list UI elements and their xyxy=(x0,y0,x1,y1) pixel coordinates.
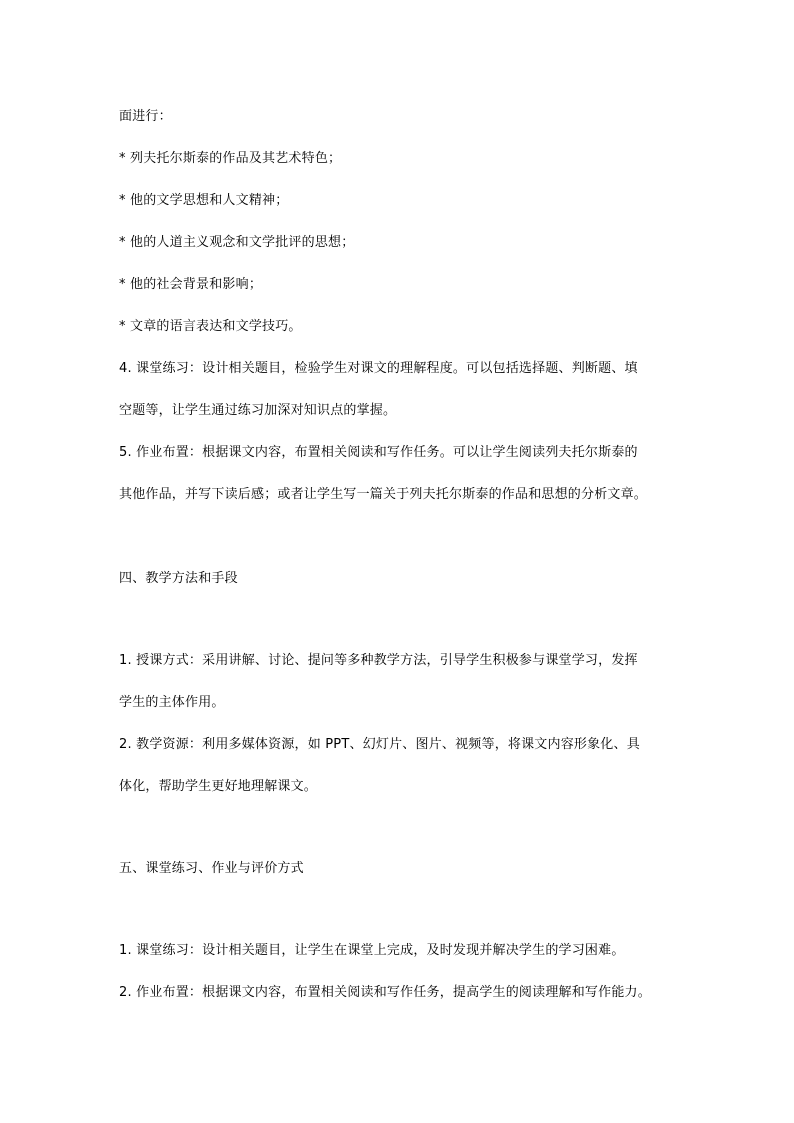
bullet-item-background: * 他的社会背景和影响； xyxy=(119,277,263,292)
paragraph-teaching-resources-cont: 体化，帮助学生更好地理解课文。 xyxy=(119,779,318,794)
bullet-item-works: * 列夫托尔斯泰的作品及其艺术特色； xyxy=(119,151,342,166)
bullet-item-humanism: * 他的人道主义观念和文学批评的思想； xyxy=(119,235,355,250)
bullet-item-thought: * 他的文学思想和人文精神； xyxy=(119,193,289,208)
paragraph-homework-item: 2. 作业布置：根据课文内容，布置相关阅读和写作任务，提高学生的阅读理解和写作能力。 xyxy=(119,985,651,1000)
text-line-intro: 面进行： xyxy=(119,109,172,124)
paragraph-homework: 5. 作业布置：根据课文内容，布置相关阅读和写作任务。可以让学生阅读列夫托尔斯泰的 xyxy=(119,445,638,460)
bullet-item-language: * 文章的语言表达和文学技巧。 xyxy=(119,319,302,334)
paragraph-teaching-approach: 1. 授课方式：采用讲解、讨论、提问等多种教学方法，引导学生积极参与课堂学习，发挥 xyxy=(119,653,638,668)
paragraph-teaching-approach-cont: 学生的主体作用。 xyxy=(119,695,225,710)
paragraph-practice-item: 1. 课堂练习：设计相关题目，让学生在课堂上完成，及时发现并解决学生的学习困难。 xyxy=(119,943,625,958)
section-heading-practice: 五、课堂练习、作业与评价方式 xyxy=(119,861,304,876)
paragraph-classroom-practice-cont: 空题等，让学生通过练习加深对知识点的掌握。 xyxy=(119,403,397,418)
paragraph-classroom-practice: 4. 课堂练习：设计相关题目，检验学生对课文的理解程度。可以包括选择题、判断题、填 xyxy=(119,361,638,376)
section-heading-methods: 四、教学方法和手段 xyxy=(119,571,238,586)
paragraph-teaching-resources: 2. 教学资源：利用多媒体资源，如 PPT、幻灯片、图片、视频等，将课文内容形象化、具 xyxy=(119,737,640,752)
paragraph-homework-cont: 其他作品，并写下读后感；或者让学生写一篇关于列夫托尔斯泰的作品和思想的分析文章。 xyxy=(119,487,648,502)
